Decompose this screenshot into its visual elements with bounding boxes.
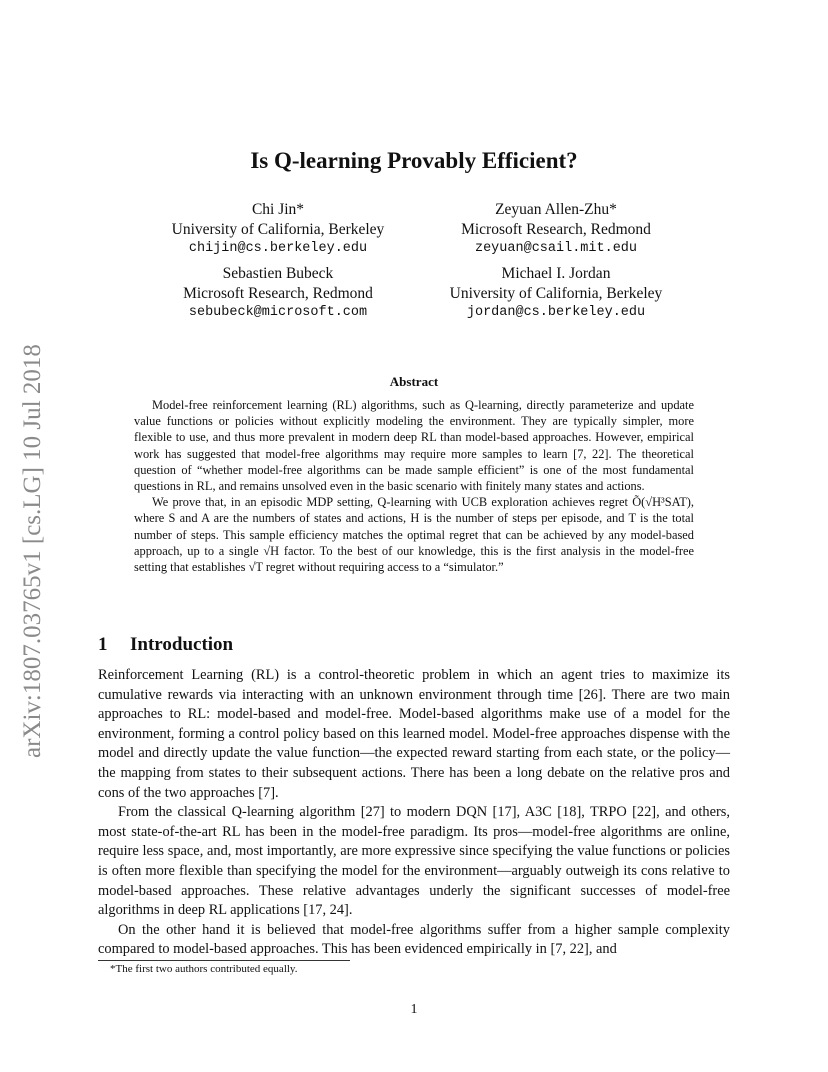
section-heading	[98, 634, 233, 656]
arxiv-identifier-text: arXiv:1807.03765v1 [cs.LG] 10 Jul 2018	[19, 344, 46, 758]
abstract-body	[134, 397, 694, 575]
footnote-rule	[98, 960, 350, 961]
author-affiliation: University of California, Berkeley	[171, 220, 385, 238]
section-number: 1	[98, 634, 108, 655]
author-block	[391, 264, 721, 323]
author-email[interactable]: chijin@cs.berkeley.edu	[188, 241, 368, 256]
author-name: Zeyuan Allen-Zhu*	[495, 201, 617, 218]
author-name: Michael I. Jordan	[501, 265, 611, 282]
author-email[interactable]: zeyuan@csail.mit.edu	[474, 241, 638, 256]
page-number: 1	[410, 1002, 418, 1017]
body-paragraph: On the other hand it is believed that model-free algorithms suffer from a higher sample complexity compared to model-based approaches. This has been evidenced empirically in [7, 22], and	[98, 921, 730, 958]
author-affiliation: Microsoft Research, Redmond	[461, 220, 651, 238]
author-name: Chi Jin*	[251, 201, 305, 218]
author-affiliation: University of California, Berkeley	[449, 284, 663, 302]
arxiv-identifier	[10, 300, 50, 760]
author-block	[391, 200, 721, 259]
author-email[interactable]: sebubeck@microsoft.com	[188, 305, 368, 320]
body-paragraph: From the classical Q-learning algorithm [27] to modern DQN [17], A3C [18], TRPO [22], and others, most state-of-the-art RL has been in the model-free paradigm. Its pros—model-free algorithms are online, require less space, and, most importantly, are more expressive since specifying the value functions or policies is often more flexible than specifying the model for the environment—arguably outweigh its cons relative to model-based approaches. These relative advantages underly the significant successes of model-free algorithms in deep RL applications [17, 24].	[98, 804, 730, 919]
section-body	[98, 666, 730, 960]
footnote: *The first two authors contributed equally.	[110, 963, 298, 975]
abstract-paragraph: We prove that, in an episodic MDP setting, Q-learning with UCB exploration achieves regret Õ(√H³SAT), where S and A are the numbers of states and actions, H is the number of steps per episode, and T is the total number of steps. This sample efficiency matches the optimal regret that can be achieved by any model-based approach, up to a single √H factor. To the best of our knowledge, this is the first analysis in the model-free setting that establishes √T regret without requiring access to a “simulator.”	[134, 495, 694, 575]
author-email[interactable]: jordan@cs.berkeley.edu	[466, 305, 646, 320]
abstract-paragraph: Model-free reinforcement learning (RL) algorithms, such as Q-learning, directly parameterize and update value functions or policies without explicitly modeling the environment. They are typically simpler, more flexible to use, and thus more prevalent in modern deep RL than model-based approaches. However, empirical work has suggested that model-free algorithms may require more samples to learn [7, 22]. The theoretical question of “whether model-free algorithms can be made sample efficient” is one of the most fundamental questions in RL, and remains unsolved even in the basic scenario with finitely many states and actions.	[134, 398, 694, 494]
author-name: Sebastien Bubeck	[222, 265, 334, 282]
body-paragraph: Reinforcement Learning (RL) is a control-theoretic problem in which an agent tries to maximize its cumulative rewards via interacting with an unknown environment through time [26]. There are two main approaches to RL: model-based and model-free. Model-based algorithms make use of a model for the environment, forming a control policy based on this learned model. Model-free approaches dispense with the model and directly update the value function—the expected reward starting from each state, or the policy—the mapping from states to their subsequent actions. There has been a long debate on the relative pros and cons of the two approaches [7].	[98, 667, 730, 801]
author-affiliation: Microsoft Research, Redmond	[183, 284, 373, 302]
abstract-heading: Abstract	[389, 374, 439, 389]
section-title: Introduction	[130, 634, 234, 655]
paper-title: Is Q-learning Provably Efficient?	[250, 148, 578, 173]
